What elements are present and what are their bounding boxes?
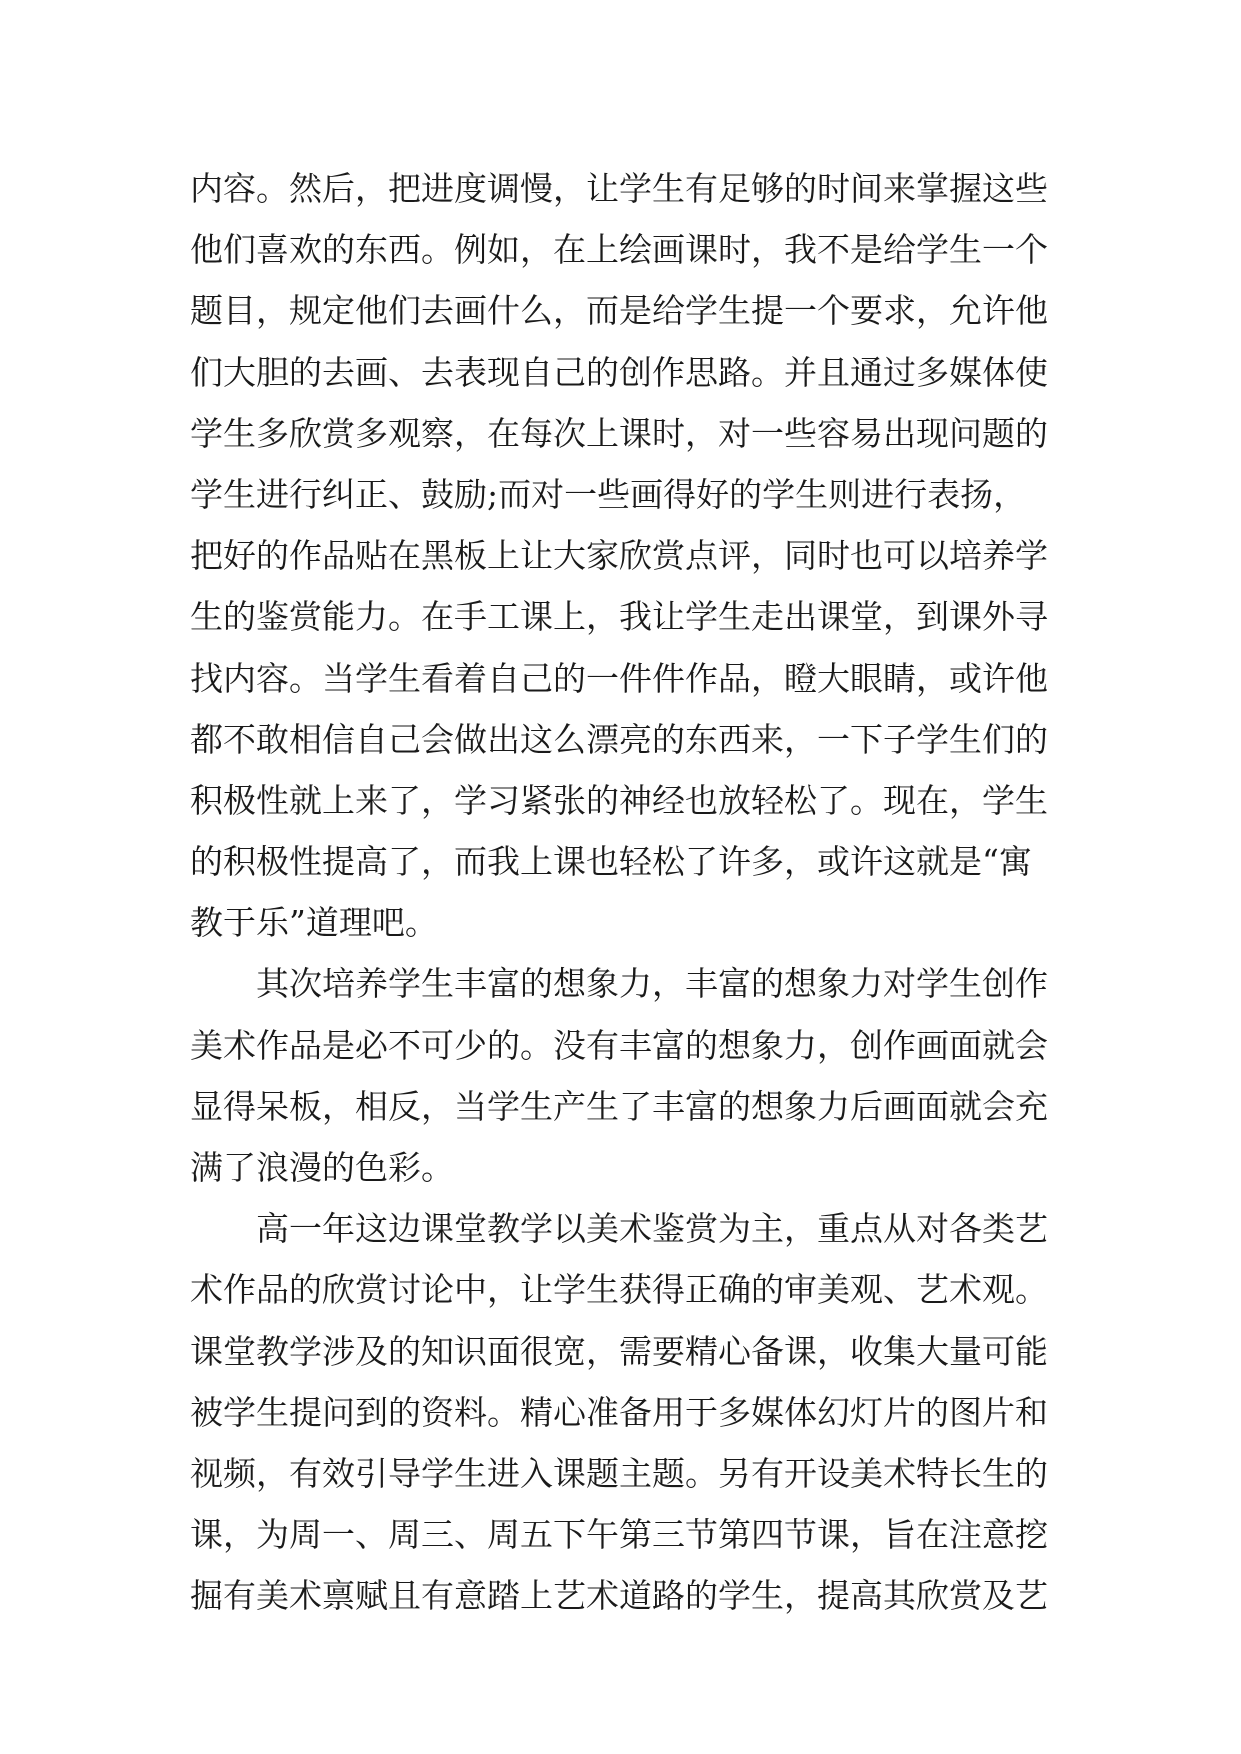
text-line: 美术作品是必不可少的。没有丰富的想象力，创作画面就会 — [190, 1025, 1048, 1065]
text-line: 积极性就上来了，学习紧张的神经也放轻松了。现在，学生 — [190, 780, 1048, 820]
text-line: 教于乐”道理吧。 — [190, 903, 438, 943]
text-line: 生的鉴赏能力。在手工课上，我让学生走出课堂，到课外寻 — [190, 597, 1048, 637]
text-line: 他们喜欢的东西。例如，在上绘画课时，我不是给学生一个 — [190, 230, 1048, 270]
text-line: 显得呆板，相反，当学生产生了丰富的想象力后画面就会充 — [190, 1086, 1048, 1126]
text-line: 视频，有效引导学生进入课题主题。另有开设美术特长生的 — [190, 1453, 1048, 1493]
text-line: 学生进行纠正、鼓励;而对一些画得好的学生则进行表扬， — [190, 474, 1027, 514]
text-line: 题目，规定他们去画什么，而是给学生提一个要求，允许他 — [190, 291, 1048, 331]
text-line: 掘有美术禀赋且有意踏上艺术道路的学生，提高其欣赏及艺 — [190, 1576, 1048, 1616]
text-line: 课堂教学涉及的知识面很宽，需要精心备课，收集大量可能 — [190, 1331, 1048, 1371]
text-line: 把好的作品贴在黑板上让大家欣赏点评，同时也可以培养学 — [190, 536, 1048, 576]
text-line: 课，为周一、周三、周五下午第三节第四节课，旨在注意挖 — [190, 1515, 1048, 1555]
text-line: 高一年这边课堂教学以美术鉴赏为主，重点从对各类艺 — [190, 1209, 1048, 1249]
text-line: 满了浪漫的色彩。 — [190, 1148, 454, 1187]
text-line: 找内容。当学生看着自己的一件件作品，瞪大眼睛，或许他 — [190, 658, 1048, 698]
text-line: 其次培养学生丰富的想象力，丰富的想象力对学生创作 — [190, 964, 1048, 1004]
text-line: 术作品的欣赏讨论中，让学生获得正确的审美观、艺术观。 — [190, 1270, 1048, 1310]
body-text — [190, 158, 1070, 1627]
text-line: 都不敢相信自己会做出这么漂亮的东西来，一下子学生们的 — [190, 719, 1048, 759]
text-line: 内容。然后，把进度调慢，让学生有足够的时间来掌握这些 — [190, 169, 1048, 208]
text-line: 被学生提问到的资料。精心准备用于多媒体幻灯片的图片和 — [190, 1392, 1048, 1432]
text-line: 学生多欣赏多观察，在每次上课时，对一些容易出现问题的 — [190, 413, 1048, 453]
text-line: 们大胆的去画、去表现自己的创作思路。并且通过多媒体使 — [190, 352, 1048, 392]
text-line: 的积极性提高了，而我上课也轻松了许多，或许这就是“寓 — [190, 842, 1032, 882]
